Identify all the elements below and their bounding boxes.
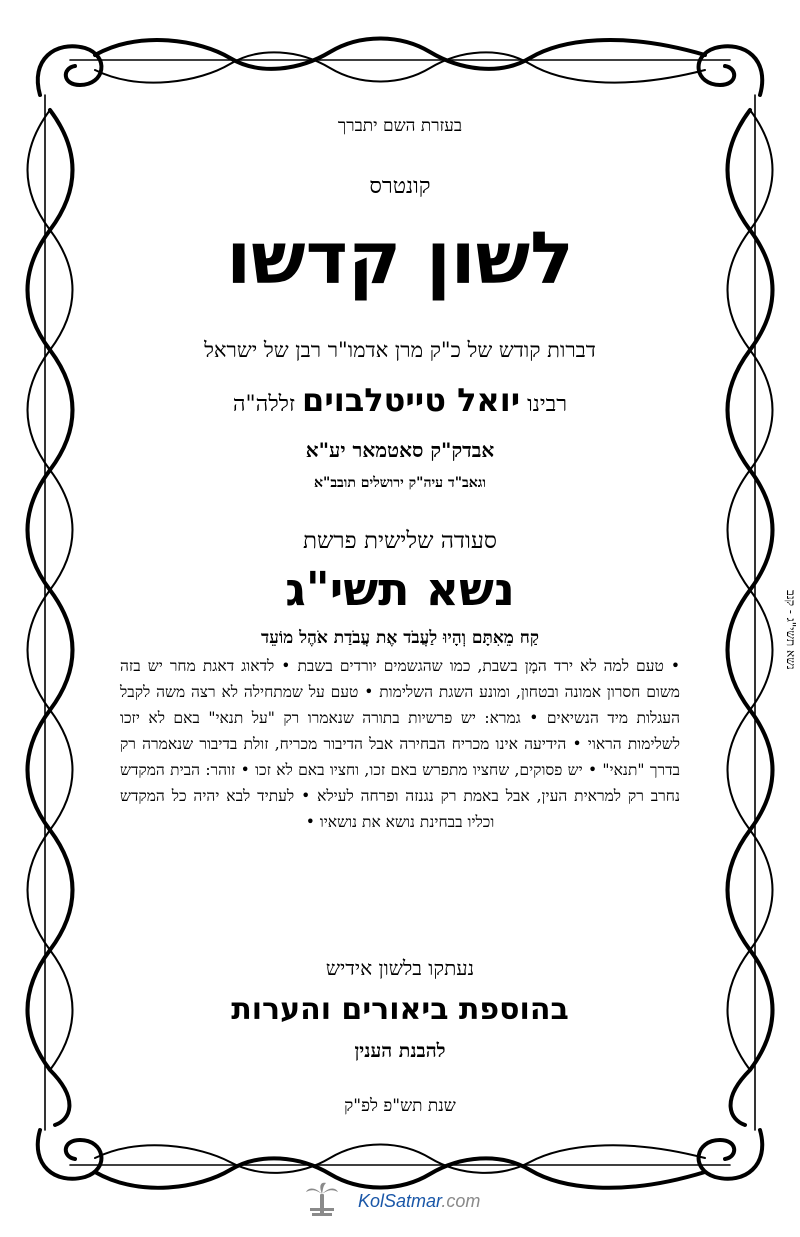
addition-line: בהוספת ביאורים והערות (231, 992, 569, 1027)
year-line: שנת תש"פ לפ"ק (344, 1096, 456, 1116)
understanding-line: להבנת הענין (354, 1040, 446, 1062)
translated-line: נעתקו בלשון אידיש (325, 956, 475, 980)
logo-brand: KolSatmar (358, 1191, 442, 1211)
main-title: לשון קדשו (226, 216, 574, 300)
author-line-4: וגאב"ד עיה"ק ירושלים תובב"א (314, 475, 486, 491)
author-line-2 (110, 381, 690, 419)
author-line-3: אבדק"ק סאטמאר יע"א (305, 438, 495, 462)
blessing-header: בעזרת השם יתברך (337, 116, 463, 136)
author-line-1: דברות קודש של כ"ק מרן אדמו"ר רבן של ישראל (204, 338, 596, 362)
site-logo[interactable] (358, 1191, 480, 1212)
parsha-title: נשא תשי"ג (285, 562, 515, 616)
logo-suffix: .com (441, 1191, 481, 1211)
verse-line: קַח מֵאִתָּם וְהָיוּ לַעֲבֹד אֶת עֲבֹדַת אֹהֶל מוֹעֵד (261, 628, 539, 648)
kuntres-label: קונטרס (369, 174, 431, 199)
topics-summary: • טעם למה לא ירד המָן בשבת, כמו שהגשמים יורדים בשבת • לדאוג דאגת מחר יש בזה משום חסרון אמונה ובטחון, ומונע השגת השלימות • טעם על שמתחילה לא רצה משה לקבל העגלות מיד הנשיאים • גמרא: יש פרשיות בתורה שנאמרו רק "על תנאי" באם לא יזכו לשלימות הראוי • הידיעה אינו מכריח הבחירה אבל הדיבור מכריח, זולת בדיבור שנאמרה רק בדרך "תנאי" • יש פסוקים, שחציו מתפרש באם זכו, וחציו באם לא זכו • זוהר: הבית המקדש נחרב רק למראית העין, אבל באמת רק נגנזה ופרחה לעילא • לעתיד לבא יהיה כל המקדש וכליו בבחינת נושא את נושאיו • (120, 657, 680, 831)
author-name: יואל טייטלבוים (302, 381, 521, 419)
side-page-label: נשא תשי"ג - קנב (784, 590, 798, 670)
seuda-line: סעודה שלישית פרשת (303, 528, 497, 554)
author-suffix: זללה"ה (232, 392, 296, 417)
author-prefix: רבינו (527, 392, 568, 417)
